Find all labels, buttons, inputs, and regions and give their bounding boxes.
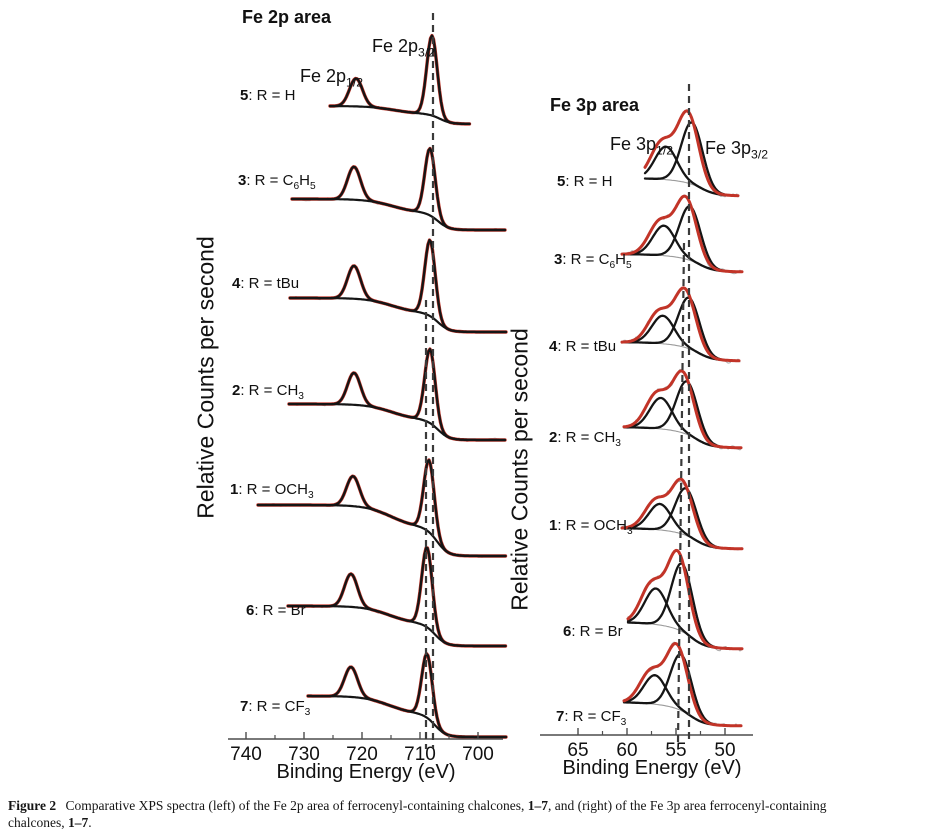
- fe2p-tick-label: 710: [404, 744, 436, 765]
- fe2p-fit-4: [290, 240, 506, 332]
- fe2p-raw-trace-2: [289, 350, 505, 442]
- fe2p-fit-1: [258, 460, 506, 556]
- fe2p-tick-label: 730: [288, 744, 320, 765]
- series-label-7-fe3p: 7: $R = CF_3$: [556, 708, 627, 728]
- fe3p-x-axis-label: Binding Energy (eV): [562, 757, 742, 779]
- fe3p-envelope-4: [622, 288, 739, 361]
- fe2p-baseline-3: [292, 199, 505, 230]
- fe2p-baseline-2: [289, 404, 505, 440]
- fe2p-raw-trace-3: [292, 149, 506, 231]
- fe3p12-peak-label-base: Fe 3p: [610, 134, 657, 154]
- fe3p-component2-3: [622, 206, 742, 272]
- fe3p32-peak-label: [705, 138, 769, 162]
- fe2p-raw-trace-6: [288, 548, 506, 647]
- fe2p-baseline-4: [290, 298, 506, 332]
- fe2p-baseline-5: [330, 106, 470, 124]
- fe2p-envelope-1: [258, 460, 506, 556]
- fe2p-panel-title: Fe 2p area: [242, 7, 332, 27]
- fe2p12-peak-label-sub: 1/2: [346, 75, 364, 90]
- series-label-2-fe2p: 2: $R = CH_3$: [232, 382, 304, 402]
- fe3p-baseline-6: [628, 623, 742, 649]
- series-label-6-fe3p: 6: R = Br: [563, 623, 623, 640]
- fe3p-raw-trace-4: [622, 289, 740, 364]
- fe2p-raw-trace-4: [290, 240, 506, 334]
- series-label-2-fe3p: 2: $R = CH_3$: [549, 429, 621, 449]
- series-label-3-fe3p: 3: $R = C_6H_5$: [554, 251, 632, 271]
- fe2p-envelope-2: [289, 349, 505, 440]
- figure-caption: Figure 2 Comparative XPS spectra (left) of the Fe 2p area of ferrocenyl-containing chalcones, 1–7, and (right) of the Fe 3p area ferrocenyl-containing chalcones, 1–7.: [8, 798, 827, 830]
- fe2p32-peak-label-sub: 3/2: [418, 45, 436, 60]
- series-label-3-fe2p: 3: $R = C_6H_5$: [238, 172, 316, 192]
- series-label-7-fe2p: 7: $R = CF_3$: [240, 698, 311, 718]
- fe2p-tick-label: 700: [462, 744, 494, 765]
- fe3p-envelope-3: [622, 196, 742, 272]
- fe2p-envelope-6: [288, 548, 506, 646]
- series-label-5-fe3p: 5: R = H: [557, 173, 613, 190]
- fe3p32-peak-label-base: Fe 3p: [705, 138, 752, 158]
- fe3p-tick-label: 55: [665, 740, 687, 761]
- fe2p32-peak-label-base: Fe 2p: [372, 36, 419, 56]
- fe3p-component1-6: [628, 589, 742, 649]
- fe3p-envelope-7: [624, 644, 741, 726]
- fe2p-fit-6: [288, 548, 506, 646]
- fe2p-baseline-1: [258, 505, 506, 556]
- fe3p-y-axis-label: Relative Counts per second: [506, 328, 533, 611]
- fe3p12-peak-label-sub: 1/2: [656, 143, 674, 158]
- fe3p-baseline-4: [622, 342, 739, 361]
- fe3p-tick-label: 50: [714, 740, 736, 761]
- series-label-4-fe3p: 4: R = tBu: [549, 338, 617, 355]
- series-label-6-fe2p: 6: R = Br: [246, 602, 306, 619]
- fe3p-component1-1: [622, 504, 742, 549]
- series-label-1-fe3p: 1: $R = OCH_3$: [549, 517, 633, 537]
- series-label-4-fe2p: 4: R = tBu: [232, 275, 300, 292]
- fe3p-baseline-7: [624, 702, 741, 725]
- fe2p-x-axis-label: Binding Energy (eV): [276, 761, 456, 783]
- fe2p12-peak-label-base: Fe 2p: [300, 66, 347, 86]
- fe3p-component2-4: [622, 298, 739, 361]
- fe3p-panel-title: Fe 3p area: [550, 95, 640, 115]
- fe2p-fit-2: [289, 349, 505, 440]
- fe2p-envelope-3: [292, 149, 505, 231]
- fe2p12-peak-label: [300, 66, 364, 90]
- series-label-1-fe2p: 1: $R = OCH_3$: [230, 481, 314, 501]
- series-label-5-fe2p: 5: R = H: [240, 87, 296, 104]
- fe3p-component1-4: [622, 316, 739, 361]
- fe2p-fit-3: [292, 149, 505, 231]
- fe3p-tick-label: 65: [567, 740, 589, 761]
- fe2p-baseline-6: [288, 606, 506, 646]
- fe3p-tick-label: 60: [616, 740, 638, 761]
- fe2p-tick-label: 740: [230, 744, 262, 765]
- fe2p-baseline-7: [308, 696, 506, 737]
- fe3p12-peak-label: [610, 134, 674, 158]
- fe3p-raw-trace-3: [622, 195, 742, 274]
- fe2p-envelope-4: [290, 240, 506, 332]
- fe2p32-peak-label: [372, 36, 436, 60]
- fe2p-raw-trace-1: [258, 459, 506, 557]
- fe3p32-peak-label-sub: 3/2: [751, 147, 769, 162]
- fe2p-y-axis-label: Relative Counts per second: [192, 236, 219, 519]
- fe2p-tick-label: 720: [346, 744, 378, 765]
